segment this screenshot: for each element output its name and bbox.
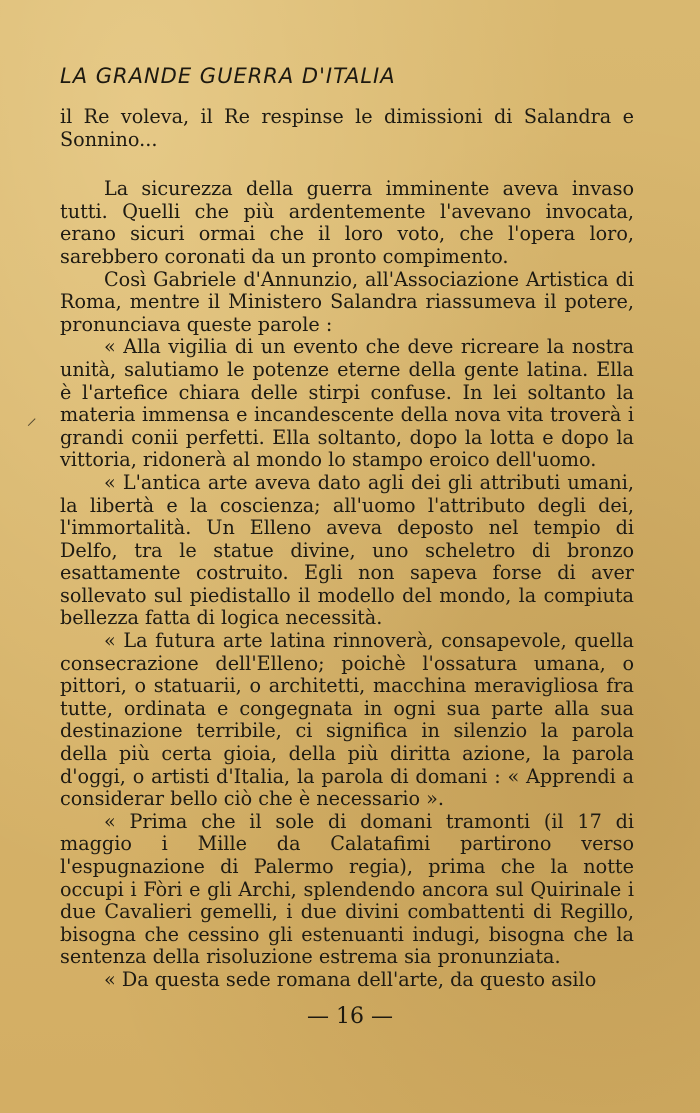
paragraph: La sicurezza della guerra imminente aveva invaso tutti. Quelli che più ardentemente l'avevano invocata, erano sicuri ormai che il loro voto, che l'opera loro, sarebbero coronati da un pronto compimento.	[60, 177, 634, 268]
body-text	[60, 106, 634, 992]
margin-pencil-mark	[28, 418, 41, 431]
quote-paragraph: « L'antica arte aveva dato agli dei gli attributi umani, la libertà e la coscienza; all'uomo l'attributo degli dei, l'immortalità. Un Elleno aveva deposto nel tempio di Delfo, tra le statue divine, uno scheletro di bronzo esattamente costruito. Egli non sapeva forse di aver sollevato sul piedistallo il modello del mondo, la compiuta bellezza fatta di logica necessità.	[60, 470, 634, 630]
page-number: — 16 —	[307, 1004, 393, 1029]
quote-paragraph: « La futura arte latina rinnoverà, consapevole, quella consecrazione dell'Elleno; poichè l'ossatura umana, o pittori, o statuarii, o architetti, macchina meravigliosa fra tutte, ordinata e congegnata in ogni sua parte alla sua destinazione terribile, ci significa in silenzio la parola della più certa gioia, della più diritta azione, la parola d'oggi, o artisti d'Italia, la parola di domani : « Apprendi a considerar bello ciò che è necessario ».	[60, 629, 634, 811]
quote-paragraph: « Alla vigilia di un evento che deve ricreare la nostra unità, salutiamo le potenze eterne della gente latina. Ella è l'artefice chiara delle stirpi confuse. In lei soltanto la materia immensa e incandescente della nova vita troverà i grandi conii perfetti. Ella soltanto, dopo la lotta e dopo la vittoria, ridonerà al mondo lo stampo eroico dell'uomo.	[60, 335, 634, 472]
paragraph-continuation: il Re voleva, il Re respinse le dimissioni di Salandra e Sonnino...	[60, 105, 634, 151]
quote-paragraph: « Prima che il sole di domani tramonti (il 17 di maggio i Mille da Calatafimi partirono verso l'espugnazione di Palermo regia), prima che la notte occupi i Fòri e gli Archi, splendendo ancora sul Quirinale i due Cavalieri gemelli, i due divini combattenti di Regillo, bisogna che cessino gli estenuanti indugi, bisogna che la sentenza della risoluzione estrema sia pronunziata.	[60, 809, 634, 969]
paragraph: Così Gabriele d'Annunzio, all'Associazione Artistica di Roma, mentre il Ministero Salandra riassumeva il potere, pronunciava queste parole :	[60, 267, 634, 336]
running-title: LA GRANDE GUERRA D'ITALIA	[60, 64, 396, 88]
quote-paragraph: « Da questa sede romana dell'arte, da questo asilo	[104, 967, 597, 991]
